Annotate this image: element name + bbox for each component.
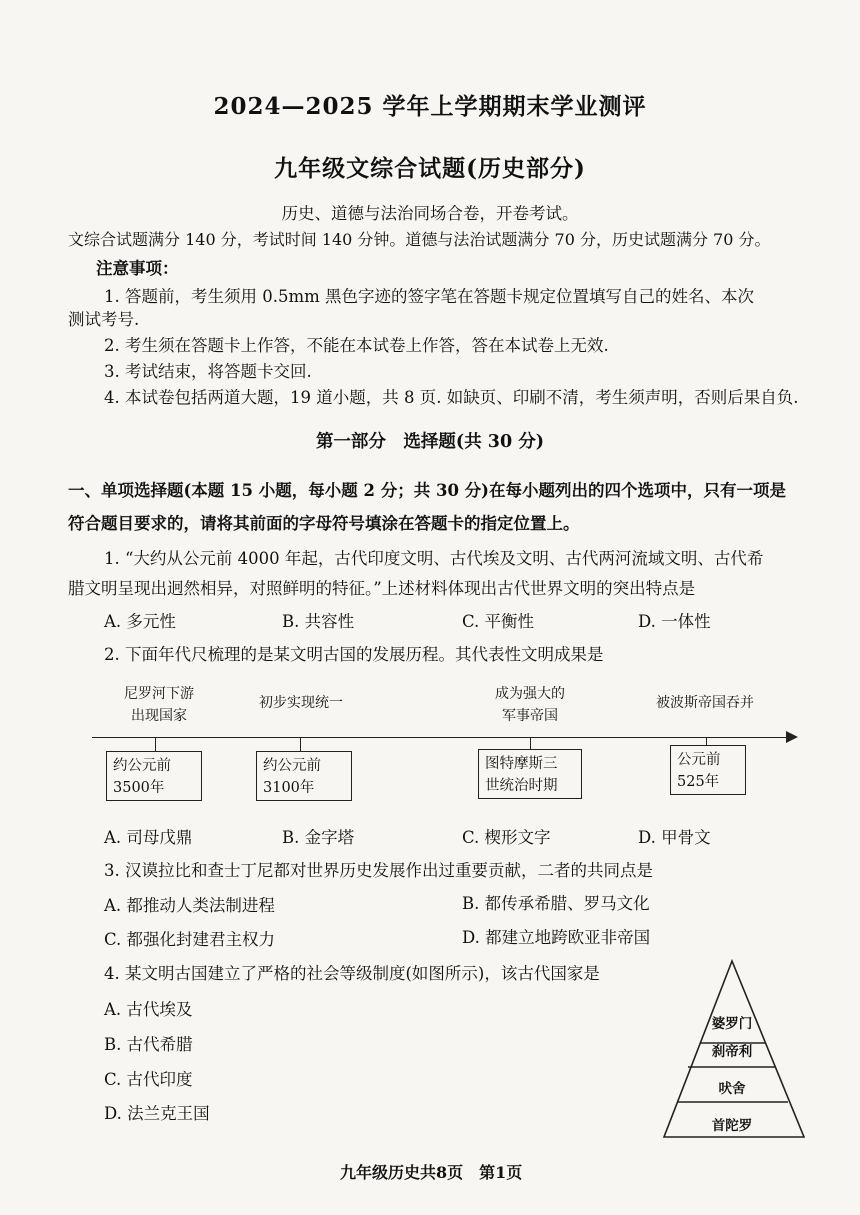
notice-item-1-cont: 测试考号. — [68, 310, 140, 329]
q4-option-d: D. 法兰克王国 — [104, 1104, 210, 1123]
timeline-label-2-line-1: 初步实现统一 — [259, 695, 343, 711]
timeline-box-1-line-1: 约公元前 — [113, 758, 171, 774]
q4-option-a: A. 古代埃及 — [104, 1000, 193, 1019]
timeline-label-1-line-1: 尼罗河下游 — [124, 686, 194, 702]
timeline-label-3 — [470, 683, 590, 727]
exam-subtitle: 九年级文综合试题(历史部分) — [274, 155, 586, 182]
q3-option-d: D. 都建立地跨欧亚非帝国 — [462, 928, 651, 947]
timeline-box-1 — [106, 751, 202, 801]
timeline-label-2 — [236, 692, 366, 714]
part1-title: 第一部分 选择题(共 30 分) — [315, 432, 545, 452]
q4-stem: 4. 某文明古国建立了严格的社会等级制度(如图所示)，该古代国家是 — [104, 964, 600, 983]
timeline-label-1-line-2: 出现国家 — [131, 708, 187, 724]
q3-option-b: B. 都传承希腊、罗马文化 — [462, 894, 650, 913]
q1-option-b: B. 共容性 — [282, 612, 355, 631]
intro-line-1: 历史、道德与法治同场合卷，开卷考试。 — [281, 204, 579, 223]
timeline-box-2 — [256, 751, 352, 801]
notice-title: 注意事项： — [96, 259, 179, 278]
q2-stem: 2. 下面年代尺梳理的是某文明古国的发展历程。其代表性文明成果是 — [104, 645, 604, 664]
part1-instruction-2: 符合题目要求的，请将其前面的字母符号填涂在答题卡的指定位置上。 — [68, 514, 580, 533]
timeline-box-3-line-2: 世统治时期 — [485, 778, 558, 794]
timeline-box-3 — [478, 749, 582, 799]
timeline-box-3-line-1: 图特摩斯三 — [485, 756, 558, 772]
q2-option-a: A. 司母戊鼎 — [104, 828, 193, 847]
q4-option-c: C. 古代印度 — [104, 1070, 193, 1089]
timeline-label-1 — [104, 683, 214, 727]
part1-instruction-1: 一、单项选择题(本题 15 小题，每小题 2 分；共 30 分)在每小题列出的四个选项中，只有一项是 — [68, 481, 786, 500]
q3-option-a: A. 都推动人类法制进程 — [104, 896, 275, 915]
timeline-tick-3 — [530, 737, 531, 749]
notice-item-1: 1. 答题前，考生须用 0.5mm 黑色字迹的签字笔在答题卡规定位置填写自己的姓名、本次 — [104, 287, 755, 306]
timeline-tick-4 — [706, 737, 707, 745]
q2-option-d: D. 甲骨文 — [638, 828, 711, 847]
timeline-axis — [92, 737, 792, 738]
q1-option-d: D. 一体性 — [638, 612, 711, 631]
pyramid-tier-4: 首陀罗 — [711, 1118, 753, 1134]
timeline-tick-1 — [155, 737, 156, 751]
q1-option-c: C. 平衡性 — [462, 612, 535, 631]
pyramid-tier-1: 婆罗门 — [711, 1016, 753, 1032]
timeline-box-4-line-2: 525年 — [677, 774, 720, 790]
timeline-box-4-line-1: 公元前 — [677, 752, 721, 768]
q2-option-b: B. 金字塔 — [282, 828, 355, 847]
page-footer: 九年级历史共8页 第1页 — [340, 1163, 523, 1182]
timeline-label-3-line-1: 成为强大的 — [495, 686, 565, 702]
notice-item-3: 3. 考试结束，将答题卡交回. — [104, 362, 312, 381]
timeline-box-4 — [670, 745, 746, 795]
pyramid-tier-3: 吠舍 — [718, 1081, 746, 1097]
q2-option-c: C. 楔形文字 — [462, 828, 551, 847]
q1-stem-1: 1. “大约从公元前 4000 年起，古代印度文明、古代埃及文明、古代两河流域文明、古代希 — [104, 549, 764, 568]
q3-stem: 3. 汉谟拉比和查士丁尼都对世界历史发展作出过重要贡献，二者的共同点是 — [104, 861, 653, 880]
notice-item-2: 2. 考生须在答题卡上作答，不能在本试卷上作答，答在本试卷上无效. — [104, 336, 609, 355]
notice-item-4: 4. 本试卷包括两道大题，19 道小题，共 8 页. 如缺页、印刷不清，考生须声明，否则后果自负. — [104, 388, 799, 407]
timeline-arrow-icon — [786, 731, 798, 743]
timeline-box-1-line-2: 3500年 — [113, 780, 165, 796]
timeline-label-3-line-2: 军事帝国 — [502, 708, 558, 724]
timeline-tick-2 — [300, 737, 301, 751]
intro-line-2: 文综合试题满分 140 分，考试时间 140 分钟。道德与法治试题满分 70 分，历史试题满分 70 分。 — [68, 230, 771, 249]
pyramid-tier-2: 刹帝利 — [711, 1044, 753, 1060]
timeline-label-4-line-1: 被波斯帝国吞并 — [656, 695, 754, 711]
timeline-box-2-line-1: 约公元前 — [263, 758, 321, 774]
q4-option-b: B. 古代希腊 — [104, 1035, 193, 1054]
q3-option-c: C. 都强化封建君主权力 — [104, 930, 276, 949]
timeline-label-4 — [630, 692, 780, 714]
exam-title: 2024—2025 学年上学期期末学业测评 — [213, 93, 647, 120]
timeline-box-2-line-2: 3100年 — [263, 780, 315, 796]
q1-stem-2: 腊文明呈现出迥然相异，对照鲜明的特征。”上述材料体现出古代世界文明的突出特点是 — [68, 579, 696, 598]
q1-option-a: A. 多元性 — [104, 612, 176, 631]
